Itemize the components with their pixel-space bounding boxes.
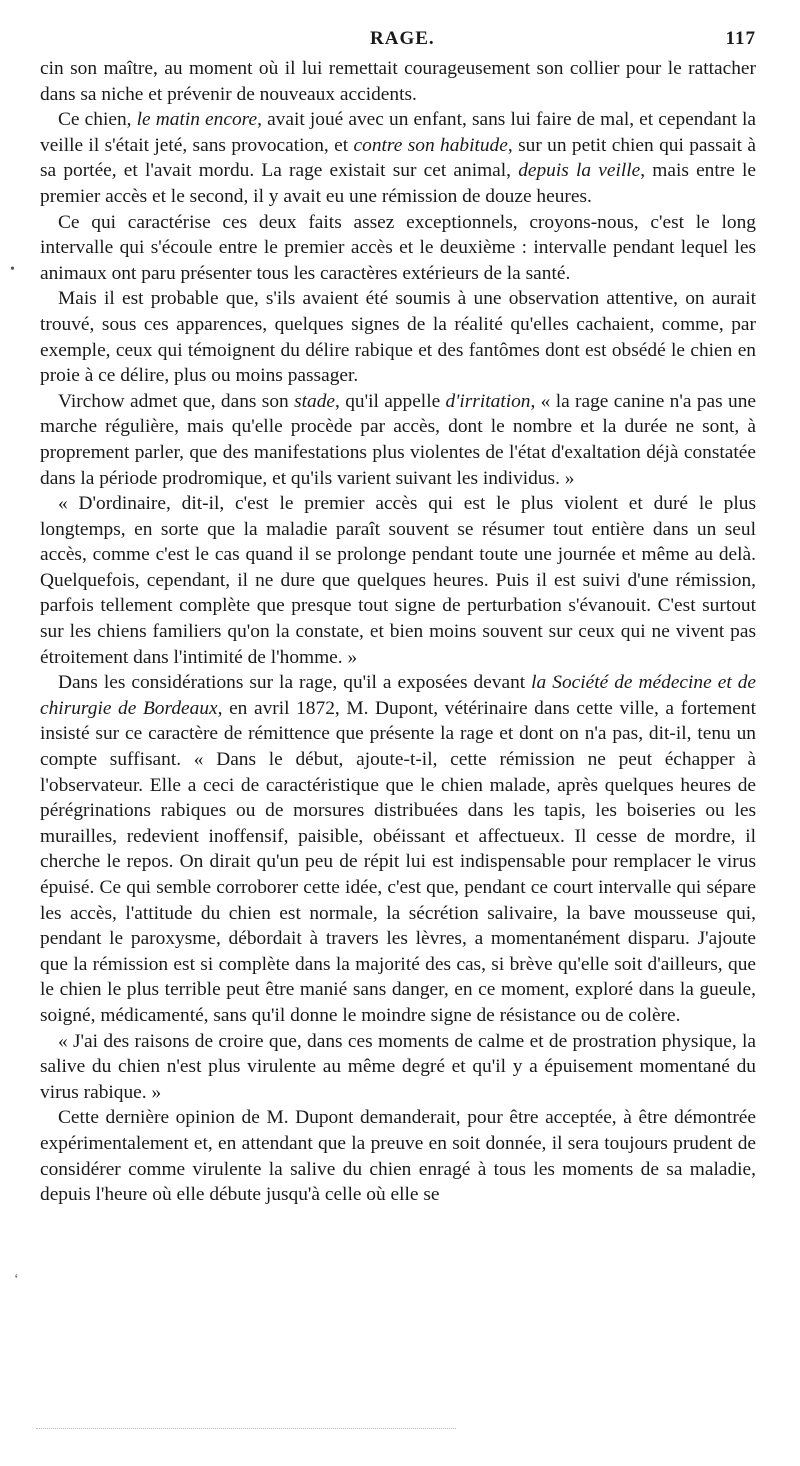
text-run: Mais il est probable que, s'ils avaient été soumis à une observation attentive, on aurait trouvé, sous ces apparences, quelques signes de la réalité qu'elles cachaient, comme, par exemple, ceux qui témoignent du délire rabique et des fantômes dont est obsédé le chien en proie à ce délire, plus ou moins passager. [40,288,756,387]
margin-mark: • [10,262,15,277]
body-text [40,56,756,1208]
italic-text: contre son habitude [353,134,508,156]
paragraph [40,1029,756,1106]
italic-text: depuis la veille [518,160,641,182]
text-run: , en avril 1872, M. Dupont, vétérinaire dans cette ville, a fortement insisté sur ce caractère de rémittence que présente la rage et dont on n'a pas, dit-il, tenu un compte suffisant. « Dans le début, ajoute-t-il, cette rémission ne peut échapper à l'observateur. Elle a ceci de caractéristique que le chien malade, après quelques heures de pérégrinations rabiques ou de morsures distribuées dans les tapis, les boiseries ou les murailles, redevient inoffensif, paisible, obéissant et affectueux. Il cesse de mordre, il cherche le repos. On dirait qu'un peu de répit lui est indispensable pour remplacer le virus épuisé. Ce qui semble corroborer cette idée, c'est que, pendant ce court intervalle qui sépare les accès, l'attitude du chien est normale, la sécrétion salivaire, la bave mousseuse qui, pendant le paroxysme, débordait à travers les lèvres, a momentanément disparu. J'ajoute que la rémission est si complète dans la majorité des cas, si brève qu'elle soit d'ailleurs, que le chien le plus terrible peut être manié sans danger, en ce moment, exploré dans la gueule, soigné, médicamenté, sans qu'il donne le moindre signe de résistance ou de colère. [40,697,756,1026]
text-run: , « la rage canine n'a pas une marche régulière, mais qu'elle procède par accès, dont le nombre et la durée ne sont, à proprement parler, que des manifestations plus violentes de l'état d'exaltation déjà constatée dans la période prodromique, et qu'ils varient suivant les individus. » [40,390,757,489]
paragraph [40,210,756,287]
text-run: , sur un petit chien qui passait à sa portée, et l'avait mordu. La rage existait sur cet animal, [40,134,756,182]
italic-text: d'irritation [445,390,531,412]
text-run: , mais entre le premier accès et le second, il y avait eu une rémission de douze heures. [40,160,757,207]
footer-rule [36,1428,456,1429]
page-number: 117 [725,28,756,49]
italic-text: le matin encore [136,109,258,131]
text-run: Ce chien, [58,109,137,131]
text-run: cin son maître, au moment où il lui remettait courageusement son collier pour le rattacher dans sa niche et prévenir de nouveaux accidents. [40,58,756,105]
margin-mark: ‘ [14,1272,19,1287]
paragraph [40,286,756,388]
text-run: Cette dernière opinion de M. Dupont demanderait, pour être acceptée, à être démontrée expérimentalement et, en attendant que la preuve en soit donnée, il sera toujours prudent de considérer comme virulente la salive du chien enragé à tous les moments de sa maladie, depuis l'heure où elle débute jusqu'à celle où elle se [40,1107,756,1206]
italic-text: la Société de médecine et de chirurgie de Bordeaux [40,672,756,719]
paragraph [40,1105,756,1207]
text-run: Dans les considérations sur la rage, qu'il a exposées devant [58,672,532,694]
paragraph [40,389,756,491]
running-title: RAGE. [370,28,435,49]
text-run: , avait joué avec un enfant, sans lui faire de mal, et cependant la veille il s'était jeté, sans provocation, et [40,109,757,156]
text-run: , qu'il appelle [335,390,446,412]
paragraph [40,670,756,1028]
text-run: « D'ordinaire, dit-il, c'est le premier accès qui est le plus violent et duré le plus longtemps, en sorte que la maladie paraît souvent se résumer tout entière dans un seul accès, comme c'est le cas quand il se prolonge pendant toute une journée et même au delà. Quelquefois, cependant, il ne dure que quelques heures. Puis il est suivi d'une rémission, parfois tellement complète que presque tout signe de perturbation s'évanouit. C'est surtout sur les chiens familiers qu'on la constate, et bien moins souvent sur ceux qui ne vivent pas étroitement dans l'intimité de l'homme. » [40,493,756,668]
paragraph [40,491,756,670]
text-run: « J'ai des raisons de croire que, dans ces moments de calme et de prostration physique, la salive du chien n'est plus virulente au même degré et qu'il y a épuisement momentané du virus rabique. » [40,1030,756,1103]
paragraph [40,56,756,107]
running-head [40,26,756,56]
book-page [40,26,756,1208]
text-run: Virchow admet que, dans son [58,390,295,412]
text-run: Ce qui caractérise ces deux faits assez exceptionnels, croyons-nous, c'est le long intervalle qui s'écoule entre le premier accès et le deuxième : intervalle pendant lequel les animaux ont paru présenter tous les caractères extérieurs de la santé. [40,211,756,284]
italic-text: stade [294,390,336,412]
paragraph [40,107,756,209]
